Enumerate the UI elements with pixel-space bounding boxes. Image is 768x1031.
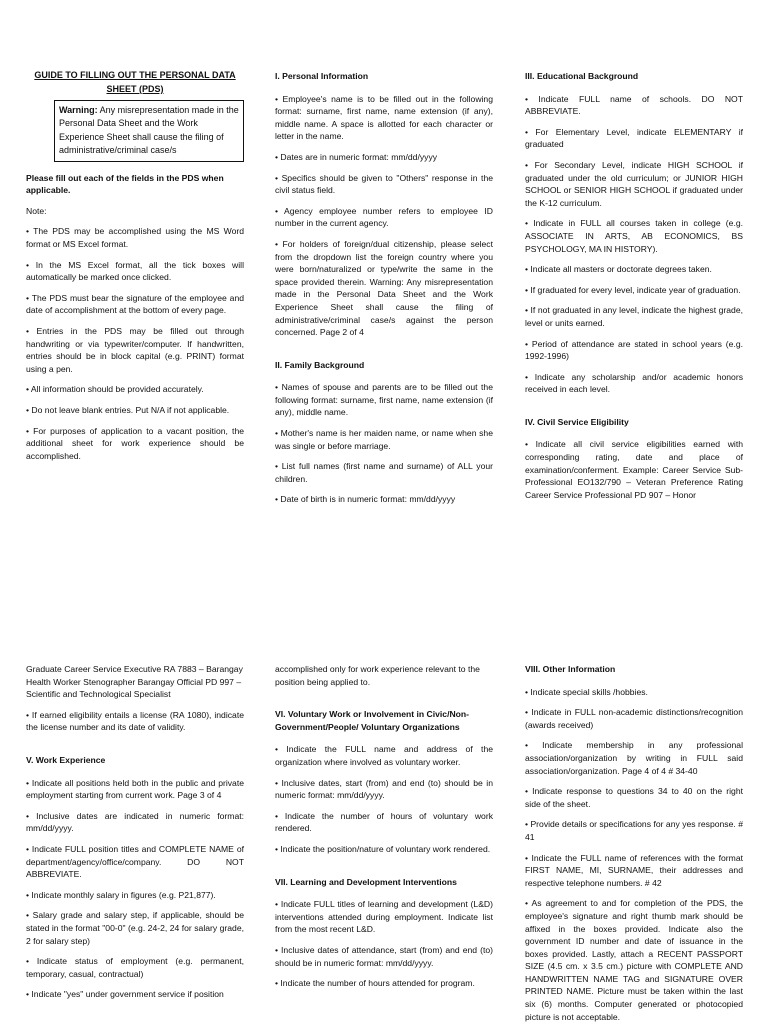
section-heading-education: III. Educational Background	[525, 71, 639, 81]
note-item: • The PDS must bear the signature of the employee and date of accomplishment at the bottom of every page.	[26, 292, 244, 316]
list-item: • Indicate in FULL non-academic distinctions/recognition (awards received)	[525, 707, 743, 730]
list-item: • Indicate all positions held both in the public and private employment starting from current work. Page 3 of 4	[26, 777, 244, 801]
section-heading-civil-service: IV. Civil Service Eligibility	[525, 416, 629, 427]
list-item: • Indicate FULL titles of learning and development (L&D) interventions attended during employment. Indicate list from the most recent L&D.	[275, 899, 493, 935]
guide-column	[26, 68, 244, 470]
list-item: • If graduated for every level, indicate year of graduation.	[525, 284, 741, 295]
list-item: • Date of birth is in numeric format: mm/dd/yyyy	[275, 494, 456, 505]
personal-family-column	[275, 70, 493, 514]
list-item: • Indicate status of employment (e.g. permanent, temporary, casual, contractual)	[26, 956, 244, 979]
section-heading-personal: I. Personal Information	[275, 71, 369, 81]
list-item: • Indicate special skills /hobbies.	[525, 686, 648, 697]
list-item: • If earned eligibility entails a license (RA 1080), indicate the license number and its date of validity.	[26, 709, 244, 733]
list-item: • Indicate the position/nature of voluntary work rendered.	[275, 843, 491, 854]
note-item: • In the MS Excel format, all the tick boxes will automatically be marked once clicked.	[26, 259, 244, 283]
warning-box	[54, 100, 244, 162]
list-item: • Indicate "yes" under government service if position	[26, 989, 224, 1000]
list-item: • As agreement to and for completion of the PDS, the employee's signature and right thumb mark should be affixed in the boxes provided. Indicate also the government ID number and date of issuance in the boxes provided. Lastly, attach a RECENT PASSPORT SIZE (4.5 cm. x 3.5 cm.) picture with COMPLETE AND HANDWRITTEN NAME TAG and SIGNATURE OVER PRINTED NAME. Picture must be taken within the last six (6) months. Computer generated or photocopied picture is not acceptable.	[525, 898, 743, 1022]
list-item: • Indicate all civil service eligibilities earned with corresponding rating, date and place of examination/conferment. Example: Career Service Sub-Professional EO132/790 – Veteran Preference Rating Career Service Professional PD 907 – Honor	[525, 439, 743, 500]
list-item: • Indicate FULL position titles and COMPLETE NAME of department/agency/office/company. DO NOT ABBREVIATE.	[26, 843, 244, 880]
list-item: • List full names (first name and surname) of ALL your children.	[275, 461, 493, 484]
note-label: Note:	[26, 205, 47, 216]
list-item: • Period of attendance are stated in school years (e.g. 1992-1996)	[525, 338, 743, 362]
list-item: • Indicate any scholarship and/or academic honors received in each level.	[525, 371, 743, 395]
section-heading-voluntary: VI. Voluntary Work or Involvement in Civic/Non-Government/People/ Voluntary Organizations	[275, 709, 470, 732]
list-item: • Indicate FULL name of schools. DO NOT ABBREVIATE.	[525, 93, 743, 117]
continued-text: accomplished only for work experience relevant to the position being applied to.	[275, 664, 480, 687]
list-item: • Indicate monthly salary in figures (e.g. P21,877).	[26, 889, 216, 900]
continued-text: Graduate Career Service Executive RA 7883 – Barangay Health Worker Stenographer Barangay Official PD 997 – Scientific and Technological Specialist	[26, 664, 243, 700]
section-heading-other: VIII. Other Information	[525, 664, 616, 674]
list-item: • Dates are in numeric format: mm/dd/yyyy	[275, 151, 438, 162]
note-item: • Entries in the PDS may be filled out through handwriting or via typewriter/computer. If handwritten, entries should be in block capital (e.g. PRINT) format using a pen.	[26, 325, 244, 374]
note-item: • Do not leave blank entries. Put N/A if not applicable.	[26, 404, 230, 415]
list-item: • Indicate the FULL name and address of the organization where involved as voluntary worker.	[275, 744, 493, 767]
voluntary-learning-column	[275, 663, 493, 998]
list-item: • Specifics should be given to "Others" response in the civil status field.	[275, 172, 493, 196]
list-item: • Indicate the number of hours of voluntary work rendered.	[275, 810, 493, 834]
section-heading-learning: VII. Learning and Development Interventions	[275, 876, 457, 887]
list-item: • Provide details or specifications for any yes response. # 41	[525, 819, 743, 842]
list-item: • Indicate in FULL all courses taken in college (e.g. ASSOCIATE IN ARTS, AB ECONOMICS, BS PSYCHOLOGY, MA IN HISTORY).	[525, 218, 743, 254]
other-information-column	[525, 663, 743, 1031]
list-item: • For Secondary Level, indicate HIGH SCHOOL if graduated under the old curriculum; or JUNIOR HIGH SCHOOL or SENIOR HIGH SCHOOL if graduated under the K-12 curriculum.	[525, 159, 743, 208]
section-heading-family: II. Family Background	[275, 359, 365, 370]
note-item: • The PDS may be accomplished using the MS Word format or MS Excel format.	[26, 226, 244, 249]
list-item: • Indicate membership in any professional association/organization by writing in FULL said association/organization. Page 4 of 4 # 34-40	[525, 740, 743, 776]
list-item: • Indicate response to questions 34 to 40 on the right side of the sheet.	[525, 786, 743, 809]
document-title: GUIDE TO FILLING OUT THE PERSONAL DATA SHEET (PDS)	[34, 70, 236, 94]
list-item: • Agency employee number refers to employee ID number in the current agency.	[275, 205, 493, 229]
list-item: • Indicate the FULL name of references with the format FIRST NAME, MI, SURNAME, their addresses and respective telephone numbers. # 42	[525, 852, 743, 888]
list-item: • Inclusive dates are indicated in numeric format: mm/dd/yyyy.	[26, 810, 244, 834]
education-civil-column	[525, 70, 743, 509]
list-item: • Indicate the number of hours attended for program.	[275, 978, 475, 989]
list-item: • For holders of foreign/dual citizenship, please select from the dropdown list the foreign country where you were born/naturalized or type/write the same in the space provided therein. Warning: Any misrepresentation made in the Personal Data Sheet and the Work Experience Sheet shall cause the filing of administrative/criminal case/s against the person concerned. Page 2 of 4	[275, 238, 493, 338]
warning-text: Any misrepresentation made in the Personal Data Sheet and the Work Experience Sheet shall cause the filing of administrative/criminal case/s	[59, 105, 239, 156]
list-item: • Indicate all masters or doctorate degrees taken.	[525, 264, 712, 275]
list-item: • Inclusive dates of attendance, start (from) and end (to) should be in numeric format: mm/dd/yyyy.	[275, 944, 493, 968]
list-item: • Inclusive dates, start (from) and end (to) should be in numeric format: mm/dd/yyyy.	[275, 777, 493, 801]
list-item: • Names of spouse and parents are to be filled out the following format: surname, first name, name extension (if any), middle name.	[275, 382, 493, 418]
list-item: • Mother's name is her maiden name, or name when she was single or before marriage.	[275, 428, 493, 451]
warning-label: Warning:	[59, 105, 98, 115]
note-item: • For purposes of application to a vacant position, the additional sheet for work experience should be accomplished.	[26, 425, 244, 461]
list-item: • If not graduated in any level, indicate the highest grade, level or units earned.	[525, 305, 743, 328]
list-item: • For Elementary Level, indicate ELEMENTARY if graduated	[525, 126, 743, 150]
section-heading-work: V. Work Experience	[26, 754, 106, 765]
list-item: • Employee's name is to be filled out in the following format: surname, first name, name extension (if any), middle name. A space is allotted for each character or letter in the name.	[275, 93, 493, 142]
civil-work-column	[26, 663, 244, 1009]
list-item: • Salary grade and salary step, if applicable, should be stated in the format "00-0" (e.g. 24-2, 24 for salary grade, 2 for salary step)	[26, 910, 244, 946]
note-item: • All information should be provided accurately.	[26, 384, 204, 395]
instruction-text: Please fill out each of the fields in the PDS when applicable.	[26, 172, 224, 196]
